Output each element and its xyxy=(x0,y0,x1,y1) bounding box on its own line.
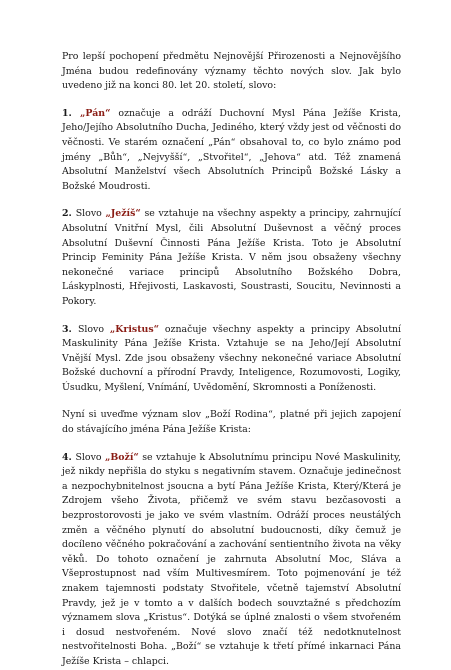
paragraph-pan xyxy=(62,107,401,195)
paragraph-intro-part-0: Pro lepší pochopení předmětu Nejnovější Přirozenosti a Nejnovějšího Jména budou redefinovány významy těchto nových slov. Jak bylo uvedeno již na konci 80. let 20. století, slovo: xyxy=(62,51,401,92)
paragraph-bozi-part-1: Slovo xyxy=(75,451,105,463)
paragraph-kristus-part-3: označuje všechny aspekty a principy Absolutní Maskulinity Pána Ježíše Krista. Vztahuje se na Jeho/Její Absolutní Vnější Mysl. Zde jsou obsaženy všechny nekonečné variace Absolutní Božské duchovní a přírodní Pravdy, Inteligence, Rozumovosti, Logiky, Úsudku, Myšlení, Vnímání, Uvědomění, Skromnosti a Poníženosti. xyxy=(62,323,401,393)
paragraph-jezis-part-0: 2. xyxy=(62,208,76,220)
paragraph-jezis-part-1: Slovo xyxy=(75,208,106,220)
paragraph-kristus-part-1: Slovo xyxy=(77,323,110,335)
paragraph-rodina-part-0: Nyní si uveďme význam slov „Boží Rodina“, platné při jejich zapojení do stávajícího jména Pána Ježíše Krista: xyxy=(62,409,401,436)
paragraph-bozi xyxy=(62,451,401,670)
paragraph-intro xyxy=(62,50,401,94)
paragraph-jezis xyxy=(62,207,401,309)
paragraph-bozi-part-2: „Boží“ xyxy=(104,451,139,463)
paragraph-kristus-part-2: „Kristus“ xyxy=(109,323,160,335)
paragraph-jezis-part-3: se vztahuje na všechny aspekty a principy, zahrnující Absolutní Vnitřní Mysl, čili Absolutní Duševnost a věčný proces Absolutní Duševní Činnosti Pána Ježíše Krista. Toto je Absolutní Princip Feminity Pána Ježíše Krista. V něm jsou obsaženy všechny nekonečné variace principů Absolutního Božského Dobra, Láskyplnosti, Hřejivosti, Laskavosti, Soustrasti, Soucitu, Nevinnosti a Pokory. xyxy=(62,208,401,307)
paragraph-kristus xyxy=(62,323,401,396)
paragraph-jezis-part-2: „Ježíš“ xyxy=(105,208,141,220)
paragraph-pan-part-1: „Pán“ xyxy=(80,107,111,119)
paragraph-bozi-part-3: se vztahuje k Absolutnímu principu Nové Maskulinity, jež nikdy nepřišla do styku s negativním stavem. Označuje jedinečnost a nezpochybnitelnost jsoucna a bytí Pána Ježíše Krista, Který/Která je Zdrojem všeho Života, přičemž ve svém stavu bezčasovosti a bezprostorovosti je jako ve svém vlastním. Odráží proces neustálých změn a věčného plynutí do absolutní budoucnosti, díky čemuž je docíleno věčného pokračování a zachování sentientního života na věky věků. Do tohoto označení je zahrnuta Absolutní Moc, Sláva a Všeprostupnost nad vším Multivesmírem. Toto pojmenování je též znakem tajemnosti podstaty Stvořitele, včetně tajemství Absolutní Pravdy, jež je v tomto a v dalších bodech souvztažné s předchozím významem slova „Kristus“. Dotýká se úplné znalosti o všem stvořeném i dosud nestvořeném. Nové slovo značí též nedotknutelnost nestvořitelnosti Boha. „Boží“ se vztahuje k třetí přímé inkarnaci Pána Ježíše Krista – chlapci. xyxy=(62,451,401,667)
paragraph-kristus-part-0: 3. xyxy=(62,323,78,335)
paragraph-pan-part-0: 1. xyxy=(62,107,81,119)
paragraph-pan-part-2: označuje a odráží Duchovní Mysl Pána Ježíše Krista, Jeho/Jejího Absolutního Ducha, Jediného, který vždy jest od věčnosti do věčnosti. Ve starém označení „Pán“ obsahoval to, co bylo známo pod jmény „Bůh“, „Nejvyšší“, „Stvořitel“, „Jehova“ atd. Též znamená Absolutní Manželství všech Absolutních Principů Božské Lásky a Božské Moudrosti. xyxy=(62,107,401,192)
paragraph-bozi-part-0: 4. xyxy=(62,451,76,463)
paragraph-rodina xyxy=(62,408,401,437)
